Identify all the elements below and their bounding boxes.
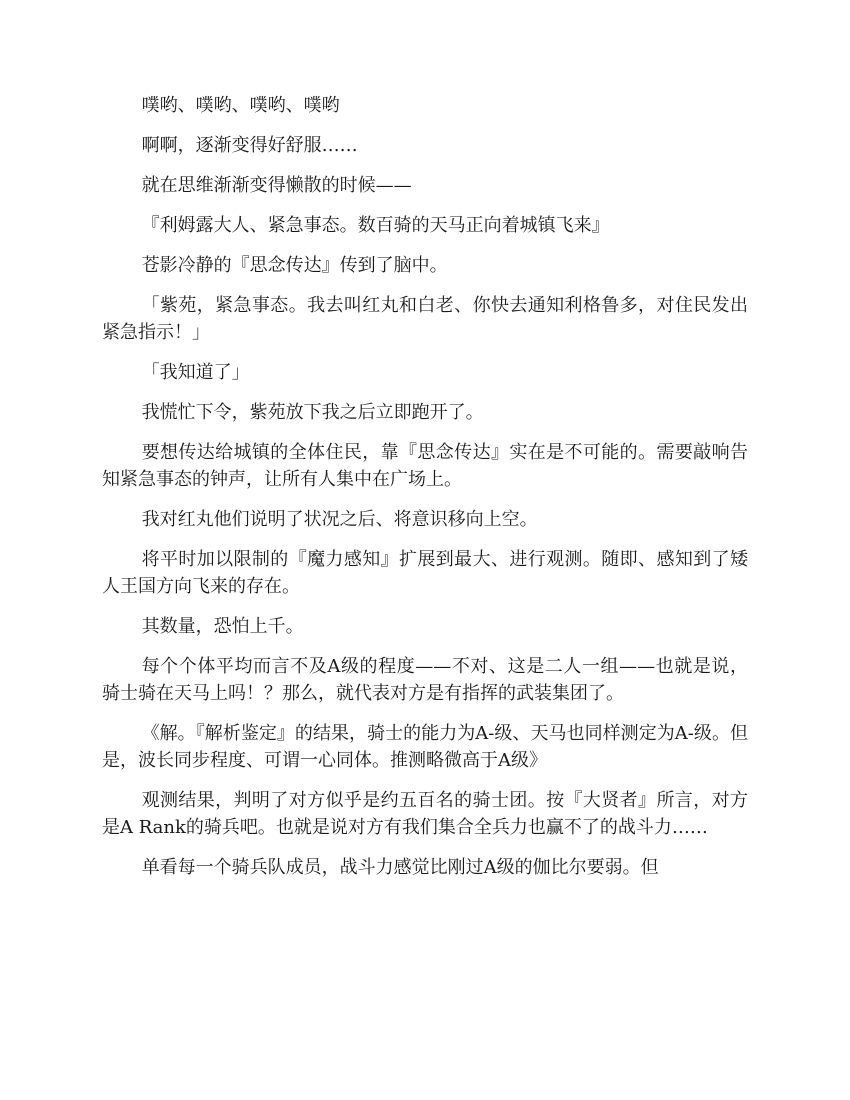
paragraph: 苍影冷静的『思念传达』传到了脑中。 bbox=[141, 255, 448, 276]
paragraph: 『利姆露大人、紧急事态。数百骑的天马正向着城镇飞来』 bbox=[141, 215, 610, 236]
paragraph: 观测结果，判明了对方似乎是约五百名的骑士团。按『大贤者』所言，对方是A Rank的骑兵吧。也就是说对方有我们集合全兵力也赢不了的战斗力…… bbox=[102, 790, 748, 838]
paragraph: 「我知道了」 bbox=[141, 362, 250, 383]
paragraph: 我慌忙下令，紫苑放下我之后立即跑开了。 bbox=[141, 402, 484, 423]
paragraph: 噗哟、噗哟、噗哟、噗哟 bbox=[141, 95, 340, 116]
paragraph: 将平时加以限制的『魔力感知』扩展到最大、进行观测。随即、感知到了矮人王国方向飞来的存在。 bbox=[102, 549, 748, 597]
text-body bbox=[102, 92, 748, 894]
paragraph: 我对红丸他们说明了状况之后、将意识移向上空。 bbox=[141, 509, 538, 530]
paragraph: 每个个体平均而言不及A级的程度——不对、这是二人一组——也就是说，骑士骑在天马上吗！？那么，就代表对方是有指挥的武装集团了。 bbox=[102, 656, 748, 704]
paragraph: 要想传达给城镇的全体住民，靠『思念传达』实在是不可能的。需要敲响告知紧急事态的钟声，让所有人集中在广场上。 bbox=[102, 442, 748, 490]
paragraph: 就在思维渐渐变得懒散的时候—— bbox=[141, 175, 412, 196]
paragraph: 其数量，恐怕上千。 bbox=[141, 616, 304, 637]
paragraph: 「紫苑，紧急事态。我去叫红丸和白老、你快去通知利格鲁多，对住民发出紧急指示！」 bbox=[102, 295, 748, 343]
paragraph: 啊啊，逐渐变得好舒服…… bbox=[141, 135, 358, 156]
paragraph: 单看每一个骑兵队成员，战斗力感觉比刚过A级的伽比尔要弱。但 bbox=[141, 857, 659, 878]
paragraph: 《解。『解析鉴定』的结果，骑士的能力为A-级、天马也同样测定为A-级。但是，波长同步程度、可谓一心同体。推测略微高于A级》 bbox=[102, 723, 748, 771]
